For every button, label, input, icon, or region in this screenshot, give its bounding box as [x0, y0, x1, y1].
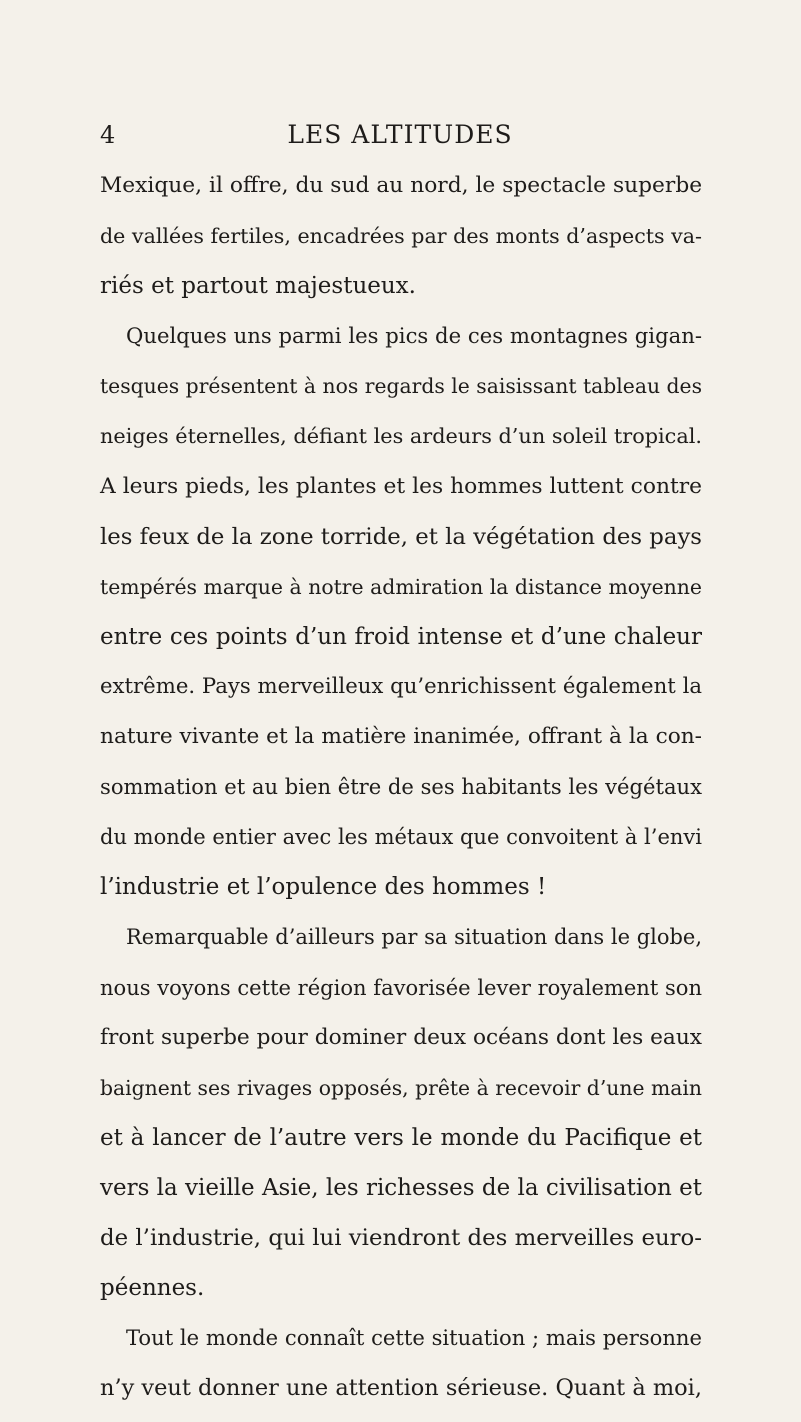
page-header [100, 118, 700, 152]
text-line: front superbe pour dominer deux océans dont les eaux [100, 1024, 702, 1050]
text-line: A leurs pieds, les plantes et les hommes luttent contre [100, 473, 702, 499]
text-line: les feux de la zone torride, et la végétation des pays [100, 523, 702, 550]
text-line: n’y veut donner une attention sérieuse. Quant à moi, [100, 1375, 702, 1402]
running-title: LES ALTITUDES [287, 120, 513, 149]
text-line: de l’industrie, qui lui viendront des merveilles euro- [100, 1224, 702, 1251]
text-line: sommation et au bien être de ses habitants les végétaux [100, 774, 702, 800]
text-line: nous voyons cette région favorisée lever royalement son [100, 974, 702, 1000]
text-line: l’industrie et l’opulence des hommes ! [100, 874, 547, 901]
body-text [100, 161, 702, 1413]
text-line: vers la vieille Asie, les richesses de la civilisation et [100, 1174, 702, 1201]
text-line: de vallées fertiles, encadrées par des monts d’aspects va- [100, 224, 702, 249]
text-line: tempérés marque à notre admiration la distance moyenne [100, 574, 702, 599]
text-line: et à lancer de l’autre vers le monde du Pacifique et [100, 1124, 702, 1151]
text-line: nature vivante et la matière inanimée, offrant à la con- [100, 724, 702, 750]
text-line: Remarquable d’ailleurs par sa situation dans le globe, [126, 925, 702, 950]
text-line: péennes. [100, 1275, 205, 1302]
text-line: entre ces points d’un froid intense et d’une chaleur [100, 623, 702, 650]
text-line: Quelques uns parmi les pics de ces montagnes gigan- [126, 323, 702, 349]
text-line: riés et partout majestueux. [100, 273, 416, 300]
text-line: du monde entier avec les métaux que convoitent à l’envi [100, 824, 703, 850]
text-line: neiges éternelles, défiant les ardeurs d’un soleil tropical. [100, 424, 702, 449]
text-line: Mexique, il offre, du sud au nord, le spectacle superbe [100, 173, 703, 198]
text-line: Tout le monde connaît cette situation ; mais personne [126, 1325, 702, 1351]
text-line: extrême. Pays merveilleux qu’enrichissent également la [100, 673, 702, 699]
text-line: baignent ses rivages opposés, prête à recevoir d’une main [100, 1075, 702, 1100]
page-number: 4 [100, 121, 116, 149]
text-line: tesques présentent à nos regards le saisissant tableau des [100, 374, 702, 399]
